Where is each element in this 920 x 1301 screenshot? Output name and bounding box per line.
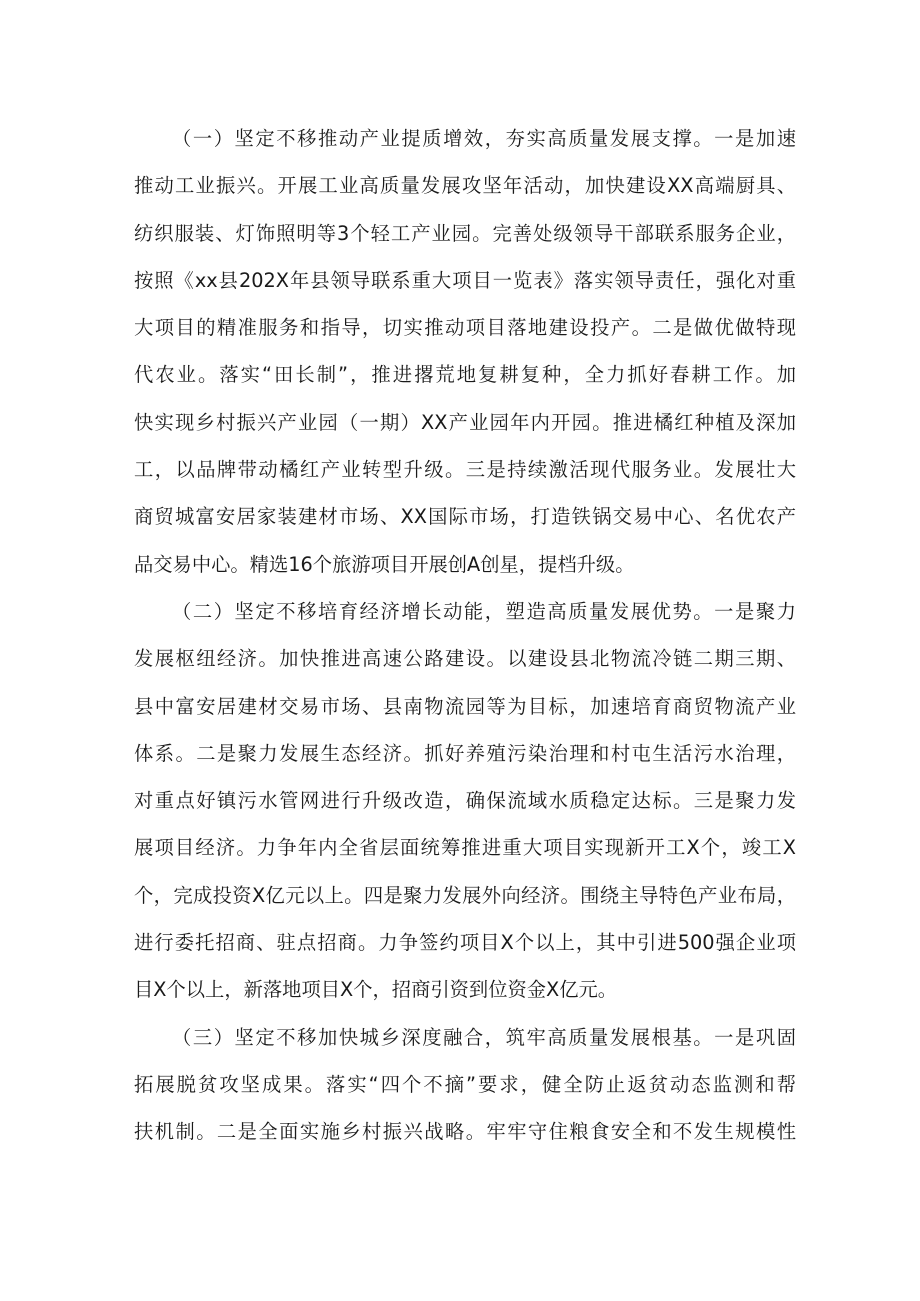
text-line: 按照《xx县202X年县领导联系重大项目一览表》落实领导责任，强化对重 bbox=[134, 268, 796, 292]
text-line: 拓展脱贫攻坚成果。落实“四个不摘”要求，健全防止返贫动态监测和帮 bbox=[134, 1072, 796, 1096]
paragraph-1 bbox=[134, 115, 796, 588]
text-line: （二）坚定不移培育经济增长动能，塑造高质量发展优势。一是聚力 bbox=[172, 599, 796, 623]
text-line: 推动工业振兴。开展工业高质量发展攻坚年活动，加快建设XX高端厨具、 bbox=[134, 174, 796, 198]
text-line: 大项目的精准服务和指导，切实推动项目落地建设投产。二是做优做特现 bbox=[134, 316, 796, 340]
text-line: 展项目经济。力争年内全省层面统筹推进重大项目实现新开工X个，竣工X bbox=[134, 836, 796, 860]
text-line: 个，完成投资X亿元以上。四是聚力发展外向经济。围绕主导特色产业布局， bbox=[134, 883, 796, 907]
text-line: 商贸城富安居家装建材市场、XX国际市场，打造铁锅交易中心、名优农产 bbox=[134, 505, 796, 529]
text-line: 代农业。落实“田长制”，推进撂荒地复耕复种，全力抓好春耕工作。加 bbox=[134, 363, 796, 387]
text-line: 县中富安居建材交易市场、县南物流园等为目标，加速培育商贸物流产业 bbox=[134, 694, 796, 718]
text-line: （一）坚定不移推动产业提质增效，夯实高质量发展支撑。一是加速 bbox=[172, 127, 796, 150]
text-line: （三）坚定不移加快城乡深度融合，筑牢高质量发展根基。一是巩固 bbox=[172, 1025, 796, 1049]
document-body bbox=[134, 115, 796, 1156]
text-line: 体系。二是聚力发展生态经济。抓好养殖污染治理和村屯生活污水治理， bbox=[134, 741, 796, 765]
text-line: 工，以品牌带动橘红产业转型升级。三是持续激活现代服务业。发展壮大 bbox=[134, 458, 796, 482]
text-line: 快实现乡村振兴产业园（一期）XX产业园年内开园。推进橘红种植及深加 bbox=[134, 410, 796, 434]
text-line: 品交易中心。精选16个旅游项目开展创A创星，提档升级。 bbox=[134, 552, 635, 576]
text-line: 发展枢纽经济。加快推进高速公路建设。以建设县北物流冷链二期三期、 bbox=[134, 647, 796, 671]
paragraph-3 bbox=[134, 1014, 796, 1156]
text-line: 目X个以上，新落地项目X个，招商引资到位资金X亿元。 bbox=[134, 978, 618, 1002]
text-line: 纺织服装、灯饰照明等3个轻工产业园。完善处级领导干部联系服务企业， bbox=[134, 221, 796, 245]
text-line: 扶机制。二是全面实施乡村振兴战略。牢牢守住粮食安全和不发生规模性 bbox=[134, 1120, 796, 1144]
text-line: 进行委托招商、驻点招商。力争签约项目X个以上，其中引进500强企业项 bbox=[134, 931, 796, 955]
text-line: 对重点好镇污水管网进行升级改造，确保流域水质稳定达标。三是聚力发 bbox=[134, 789, 796, 813]
paragraph-2 bbox=[134, 588, 796, 1014]
